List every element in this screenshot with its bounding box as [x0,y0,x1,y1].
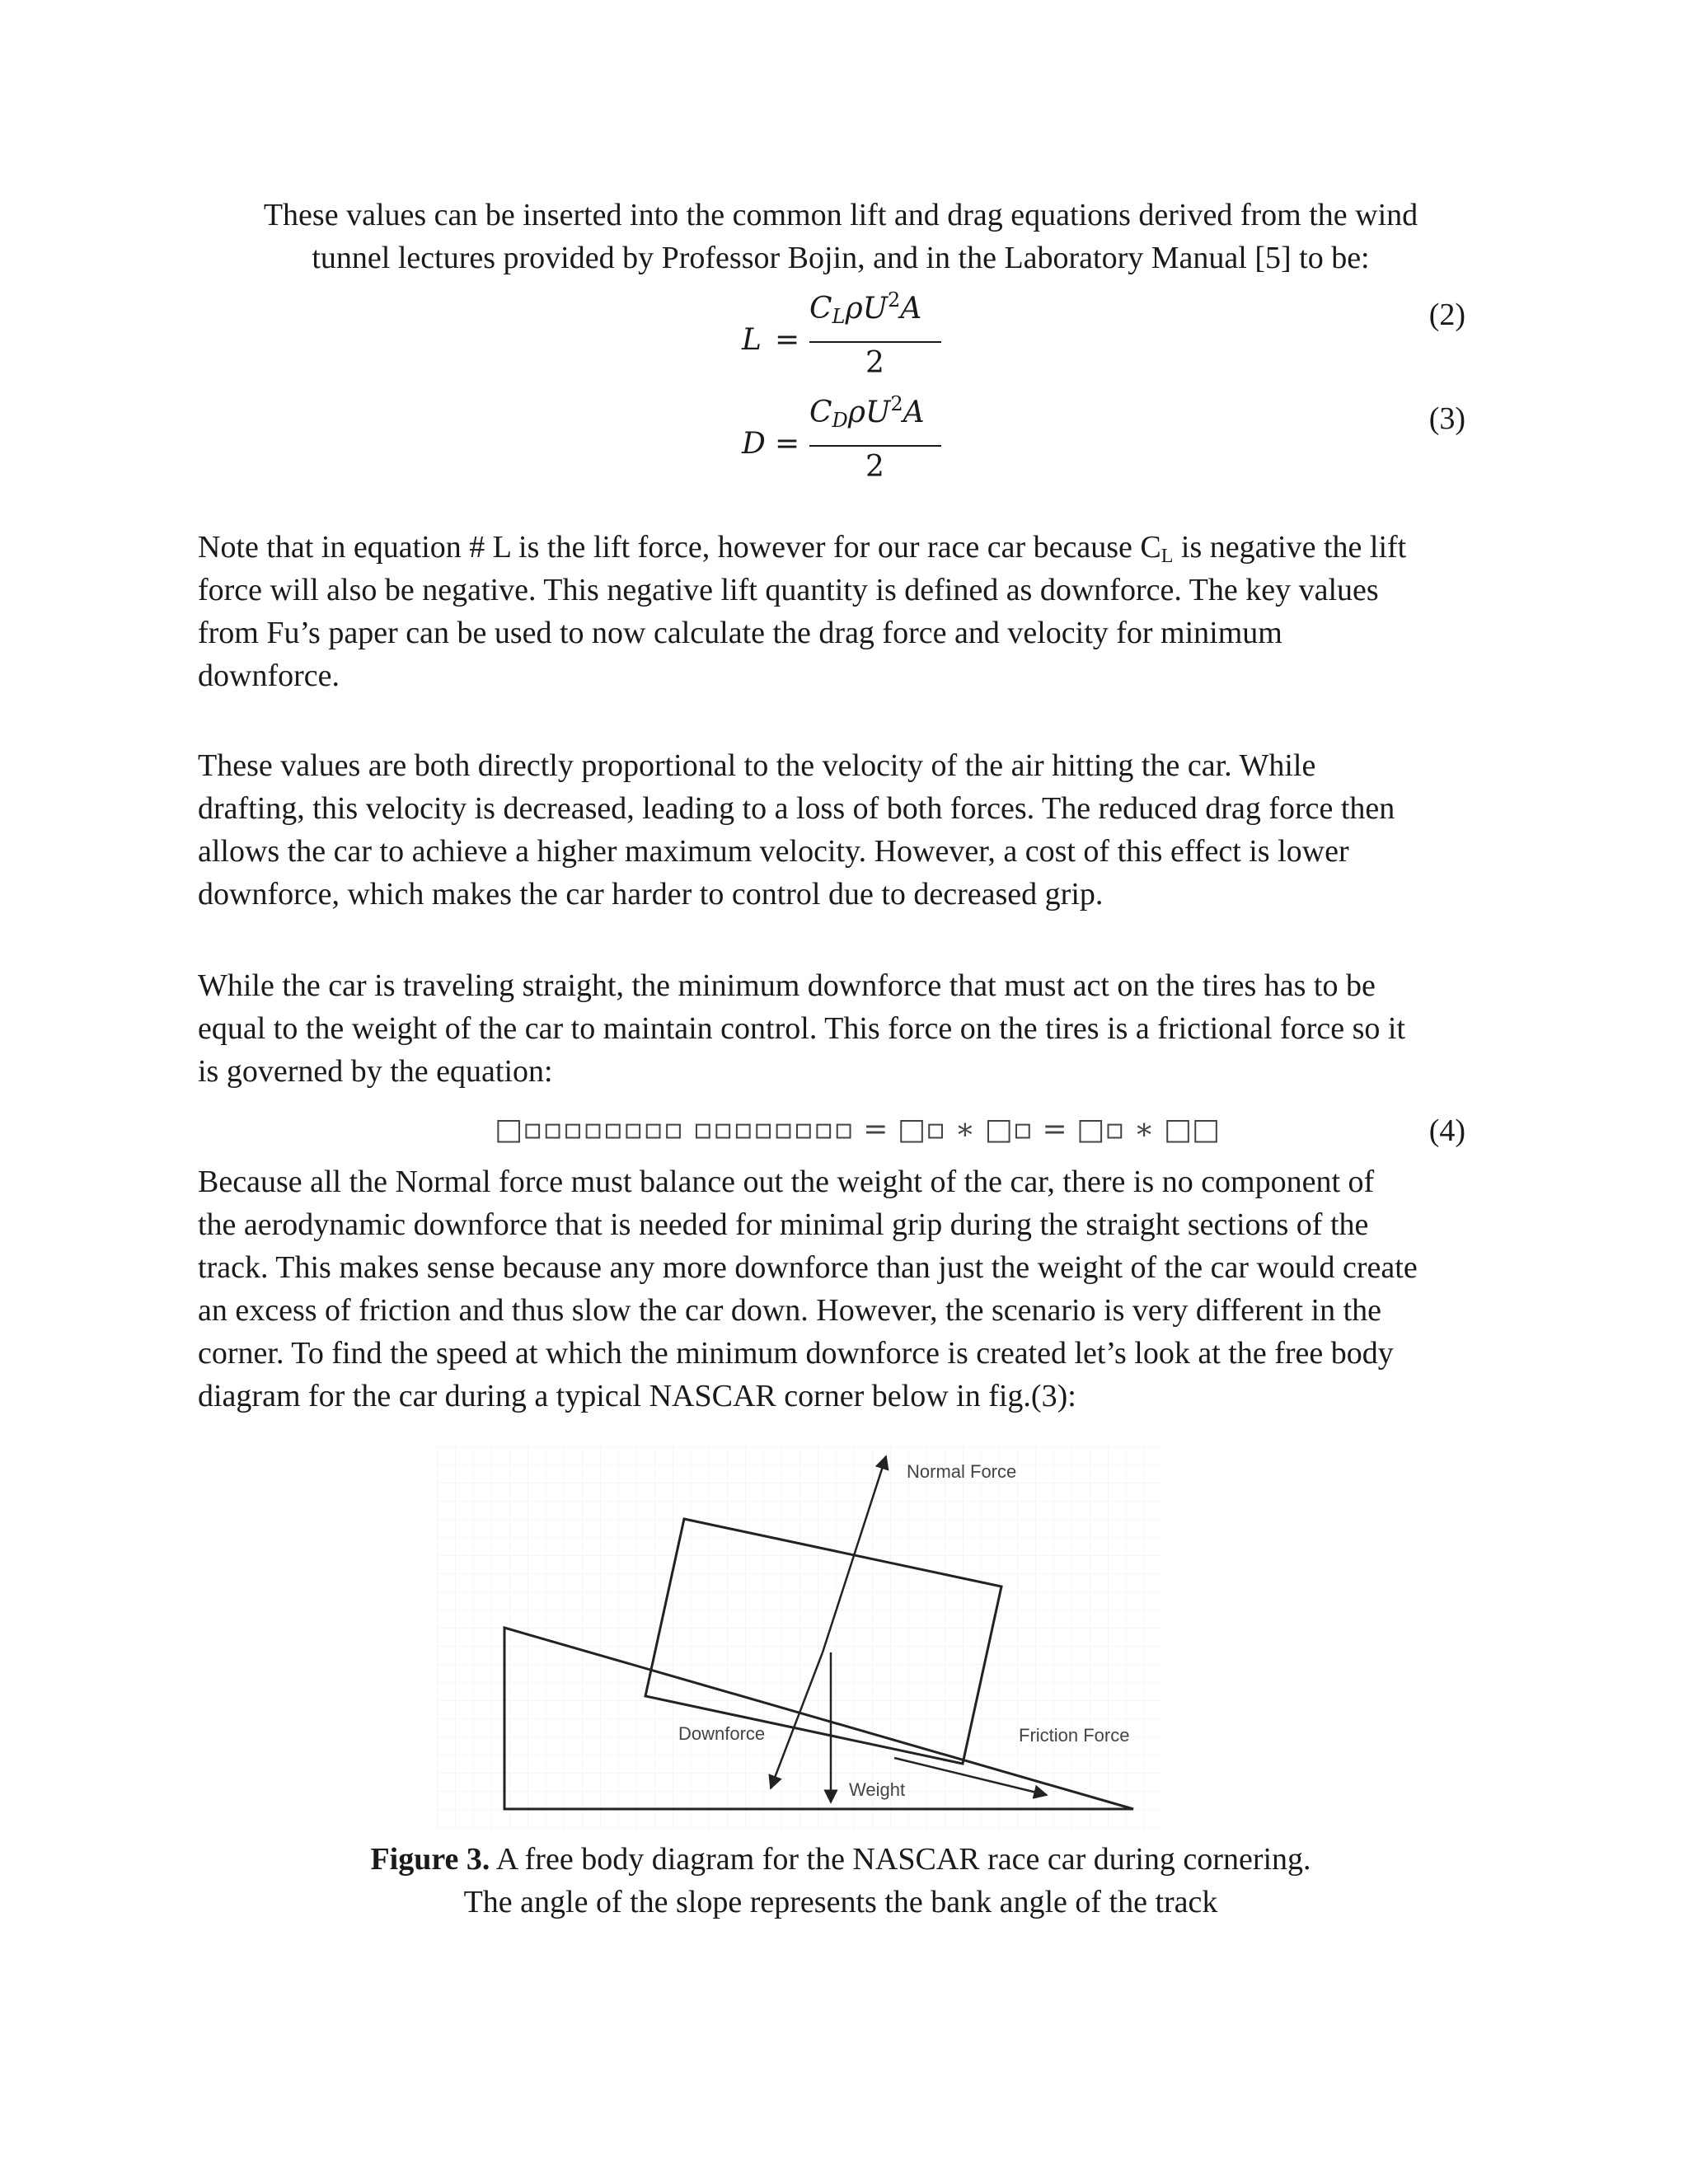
text-line: These values can be inserted into the common lift and drag equations derived from the wind [263,198,1418,232]
text-line: corner. To find the speed at which the minimum downforce is created let’s look at the free body [198,1336,1394,1371]
caption-text: A free body diagram for the NASCAR race car during cornering. [490,1842,1311,1877]
intro-paragraph [198,194,1484,279]
eq-coef-sub: D [832,409,848,432]
text-line: downforce, which makes the car harder to control due to decreased grip. [198,877,1104,912]
eq-rest: ρU [847,396,891,429]
eq-lhs: L [742,323,762,357]
eq-tail: A [903,396,925,429]
text-line: While the car is traveling straight, the minimum downforce that must act on the tires has to be [198,968,1376,1003]
caption-line [198,1838,1484,1881]
eq-exp: 2 [888,288,901,312]
free-body-diagram [437,1446,1162,1830]
eq-exp: 2 [890,392,903,415]
text-line: allows the car to achieve a higher maximum velocity. However, a cost of this effect is lower [198,834,1349,869]
text-line: the aerodynamic downforce that is needed for minimal grip during the straight sections of the [198,1207,1369,1242]
eq-coef: C [809,396,832,429]
text-line: diagram for the car during a typical NASCAR corner below in fig.(3): [198,1379,1076,1413]
lift-equation [742,288,956,389]
eq-equals: = [775,323,800,357]
eq-denominator: 2 [865,346,884,380]
equation-number: (4) [1428,1113,1465,1148]
eq-numerator [809,288,922,328]
fraction-bar [809,341,941,343]
weight-label: Weight [849,1779,906,1800]
eq-tail: A [900,292,922,326]
eq-equals: = [775,427,800,461]
text-line: drafting, this velocity is decreased, leading to a loss of both forces. The reduced drag force then [198,791,1395,826]
text-line: tunnel lectures provided by Professor Bojin, and in the Laboratory Manual [5] to be: [312,241,1370,275]
text-line: These values are both directly proportional to the velocity of the air hitting the car. While [198,748,1316,783]
text-line: Because all the Normal force must balance out the weight of the car, there is no component of [198,1165,1375,1199]
equation-number: (3) [1428,401,1465,436]
text-line: from Fu’s paper can be used to now calculate the drag force and velocity for minimum [198,616,1282,650]
fraction-bar [809,445,941,447]
text-line: equal to the weight of the car to maintain control. This force on the tires is a frictional force so it [198,1011,1406,1046]
note-paragraph [198,526,1467,697]
downforce-label: Downforce [678,1723,766,1744]
caption-line: The angle of the slope represents the bank angle of the track [463,1885,1218,1919]
text-line: track. This makes sense because any more downforce than just the weight of the car would create [198,1250,1418,1285]
text-line: downforce. [198,658,340,693]
velocity-paragraph [198,744,1467,916]
eq-numerator [809,392,925,432]
text-line: Note that in equation # L is the lift force, however for our race car because $C_L$ is negative the lift [198,530,1407,567]
eq-rest: ρU [845,292,888,326]
text-line: is governed by the equation: [198,1054,553,1089]
text-line: an excess of friction and thus slow the car down. However, the scenario is very different in the [198,1293,1382,1328]
friction-force-label: Friction Force [1019,1725,1130,1746]
eq-coef: C [809,292,832,326]
eq-denominator: 2 [865,450,884,484]
equation-number: (2) [1428,298,1465,332]
grid-background [437,1446,1162,1830]
normal-paragraph [198,1160,1467,1418]
eq-lhs: D [742,427,766,461]
eq-coef-sub: L [832,305,846,328]
straight-paragraph [198,964,1467,1093]
text-line: force will also be negative. This negative lift quantity is defined as downforce. The key values [198,573,1379,607]
friction-equation: □▫▫▫▫▫▫▫▫ ▫▫▫▫▫▫▫▫ = □▫ ∗ □▫ = □▫ ∗ □□ [495,1113,1220,1146]
caption-label: Figure 3. [370,1842,490,1877]
figure-caption [198,1838,1484,1924]
normal-force-label: Normal Force [907,1461,1017,1482]
drag-equation [742,392,956,493]
